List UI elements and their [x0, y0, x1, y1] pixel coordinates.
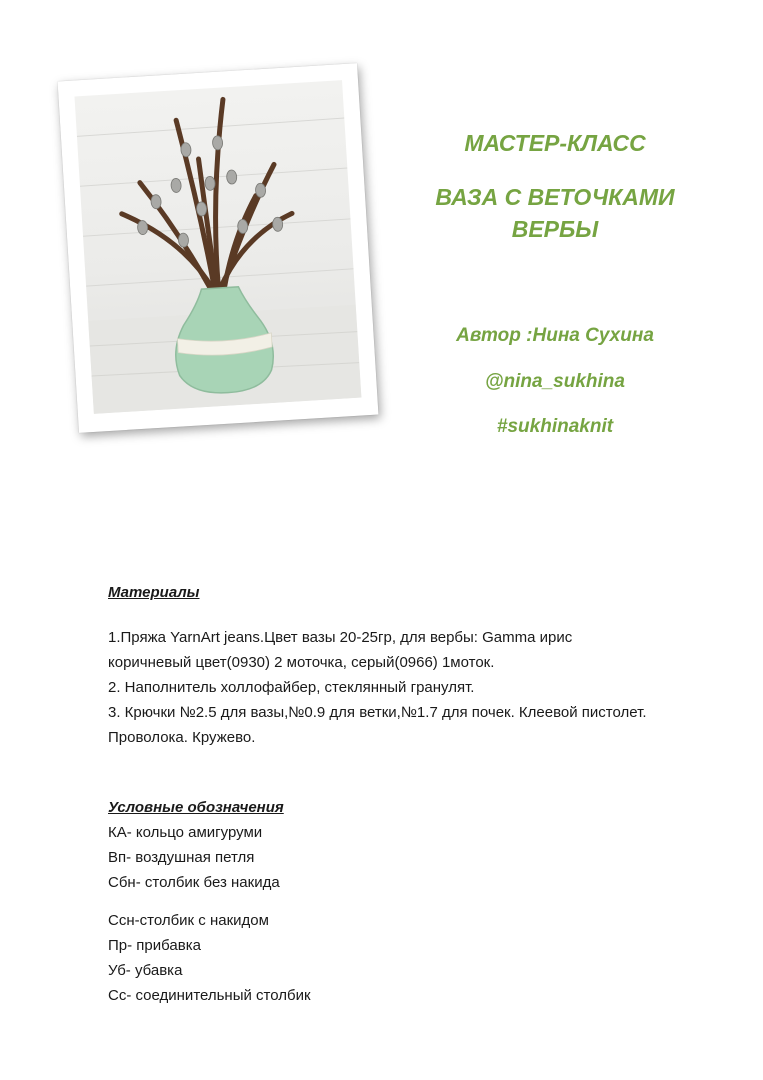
- title-line-2: [420, 181, 690, 245]
- product-photo: [74, 80, 361, 414]
- materials-section: [108, 580, 728, 750]
- legend-heading: Условные обозначения: [108, 799, 284, 816]
- materials-list: [108, 625, 728, 750]
- materials-line: коричневый цвет(0930) 2 моточка, серый(0966) 1моток.: [108, 654, 495, 671]
- materials-line: 3. Крючки №2.5 для вазы,№0.9 для ветки,№1.7 для почек. Клеевой пистолет.: [108, 704, 647, 721]
- materials-line: 1.Пряжа YarnArt jeans.Цвет вазы 20-25гр, для вербы: Gamma ирис: [108, 629, 573, 646]
- materials-line: Проволока. Кружево.: [108, 729, 256, 746]
- legend-item: КА- кольцо амигуруми: [108, 824, 263, 841]
- legend-item: Сс- соединительный столбик: [108, 987, 311, 1004]
- legend-item: Уб- убавка: [108, 962, 183, 979]
- materials-heading: Материалы: [108, 584, 200, 601]
- legend-spacer: [108, 895, 728, 908]
- photo-frame: [58, 63, 379, 433]
- author-name: Автор :Нина Сухина: [456, 325, 654, 346]
- legend-item: Ссн-столбик с накидом: [108, 912, 269, 929]
- legend-item: Пр- прибавка: [108, 937, 201, 954]
- author-handle: @nina_sukhina: [485, 371, 625, 392]
- title-line-2a: ВАЗА С ВЕТОЧКАМИ: [435, 184, 675, 210]
- title-line-1: МАСТЕР-КЛАСС: [464, 130, 646, 156]
- materials-line: 2. Наполнитель холлофайбер, стеклянный гранулят.: [108, 679, 475, 696]
- title-line-2b: ВЕРБЫ: [511, 216, 599, 242]
- author-hashtag: #sukhinaknit: [496, 416, 614, 437]
- willow-vase-illustration: [74, 80, 361, 414]
- legend-item: Сбн- столбик без накида: [108, 874, 280, 891]
- legend-section: [108, 795, 728, 1008]
- legend-item: Вп- воздушная петля: [108, 849, 255, 866]
